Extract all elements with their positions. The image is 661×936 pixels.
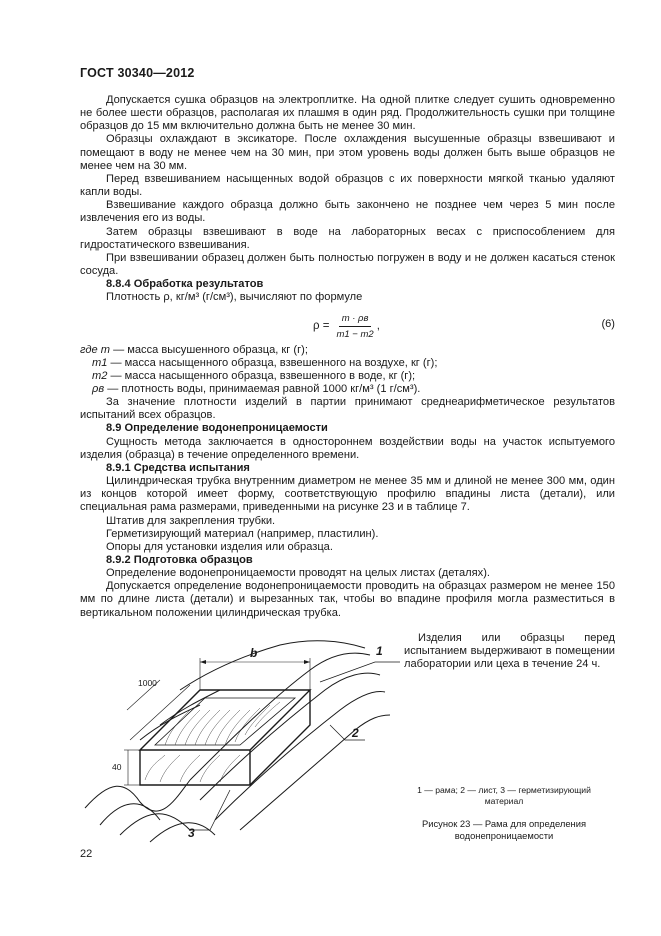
label-2: 2 — [352, 726, 359, 740]
formula-block — [80, 308, 615, 344]
paragraph: При взвешивании образец должен быть полностью погружен в воду и не должен касаться стенок сосуда. — [80, 251, 615, 278]
paragraph: Образцы охлаждают в эксикаторе. После охлаждения высушенные образцы взвешивают и помещают в воду не менее чем на 30 мин, при этом уровень воды должен быть выше образцов не менее чем на 30 мм. — [80, 133, 615, 172]
definition-m1 — [80, 357, 615, 370]
equation-number: (6) — [601, 317, 615, 330]
paragraph: Штатив для закрепления трубки. — [106, 514, 276, 527]
paragraph: Допускается сушка образцов на электроплитке. На одной плитке следует сушить одновременно не более шести образцов, располагая их плашмя в один ряд. Продолжительность сушки при толщине образцов до 15 мм включительно должна быть не менее 30 мин. — [80, 94, 615, 133]
paragraph: Определение водонепроницаемости проводят на целых листах (деталях). — [106, 567, 490, 580]
paragraph: Взвешивание каждого образца должно быть закончено не позднее чем через 5 мин после извлечения его из воды. — [80, 199, 615, 225]
figure-legend: 1 — рама; 2 — лист, 3 — герметизирующий материал — [417, 785, 591, 806]
density-formula — [313, 312, 380, 341]
paragraph: Сущность метода заключается в одностороннем воздействии воды на участок испытуемого изделия (образца) в течение определенного времени. — [80, 435, 615, 461]
formula-tail: , — [376, 319, 380, 332]
section-heading-8-9-1: 8.9.1 Средства испытания — [106, 461, 250, 474]
section-heading-8-9-2: 8.9.2 Подготовка образцов — [106, 554, 253, 566]
formula-denominator: m1 − m2 — [336, 328, 374, 340]
definition-text: — масса высушенного образца, кг (г); — [109, 343, 308, 356]
page-number: 22 — [80, 848, 93, 860]
figure-23 — [80, 630, 400, 850]
section-heading-8-8-4: 8.8.4 Обработка результатов — [106, 278, 264, 291]
formula-lhs: ρ = — [313, 319, 330, 332]
paragraph: За значение плотности изделий в партии принимают среднеарифметическое результатов испытаний всех образцов. — [80, 396, 615, 422]
sheet-wave — [160, 690, 220, 725]
label-b: b — [250, 646, 258, 660]
frame-drawing — [80, 630, 400, 850]
label-1: 1 — [376, 644, 383, 658]
symbol: m1 — [92, 356, 108, 369]
label-3: 3 — [188, 826, 195, 840]
document-header: ГОСТ 30340—2012 — [80, 66, 195, 80]
document-body — [80, 94, 615, 620]
dimension-40: 40 — [112, 762, 122, 772]
paragraph: Перед взвешиванием насыщенных водой образцов с их поверхности мягкой тканью удаляют капли воды. — [80, 172, 615, 199]
frame-side — [250, 690, 310, 785]
definition-rho-water — [80, 383, 615, 396]
definition-text: — плотность воды, принимаемая равной 1000 кг/м³ (1 г/см³). — [104, 382, 421, 395]
symbol: где m — [80, 343, 110, 356]
symbol: m2 — [92, 369, 108, 382]
definition-text: — масса насыщенного образца, взвешенного на воздухе, кг (г); — [107, 356, 438, 369]
paragraph: Цилиндрическая трубка внутренним диаметром не менее 35 мм и длиной не менее 300 мм, один из концов которой имеет форму, соответствующую профилю впадины листа (детали), или специальная рама размерами, приведенными на рисунке 23 и в таблице 7. — [80, 475, 615, 514]
definition-m2 — [80, 370, 615, 383]
formula-numerator: m · ρв — [339, 312, 372, 327]
frame-inner — [155, 698, 295, 745]
symbol: ρв — [92, 382, 105, 395]
definition-m — [80, 344, 615, 357]
paragraph: Опоры для установки изделия или образца. — [106, 540, 333, 553]
sheet-wave — [215, 692, 385, 820]
formula-intro: Плотность ρ, кг/м³ (г/см³), вычисляют по формуле — [106, 291, 363, 304]
section-heading-8-9: 8.9 Определение водонепроницаемости — [106, 422, 328, 435]
paragraph: Герметизирующий материал (например, пластилин). — [106, 527, 379, 540]
definition-text: — масса насыщенного образца, взвешенного в воде, кг (г); — [107, 369, 416, 382]
sheet-wave — [150, 823, 215, 842]
figure-caption: Рисунок 23 — Рама для определения водонепроницаемости — [421, 818, 587, 841]
frame-top — [140, 690, 310, 750]
dimension-1000: 1000 — [138, 678, 157, 688]
paragraph: Затем образцы взвешивают в воде на лабораторных весах с приспособлением для гидростатического взвешивания. — [80, 225, 615, 251]
side-paragraph: Изделия или образцы перед испытанием выдерживают в помещении лаборатории или цеха в течение 24 ч. — [404, 632, 615, 671]
formula-fraction — [333, 312, 376, 341]
paragraph: Допускается определение водонепроницаемости проводить на образцах размером не менее 150 мм по длине листа (детали) и вырезанных так, чтобы во впадине профиля могла разместиться в вертикальном положении цилиндрическая трубка. — [80, 580, 615, 619]
sheet-wave — [190, 653, 370, 780]
sheet-wave — [180, 641, 365, 690]
